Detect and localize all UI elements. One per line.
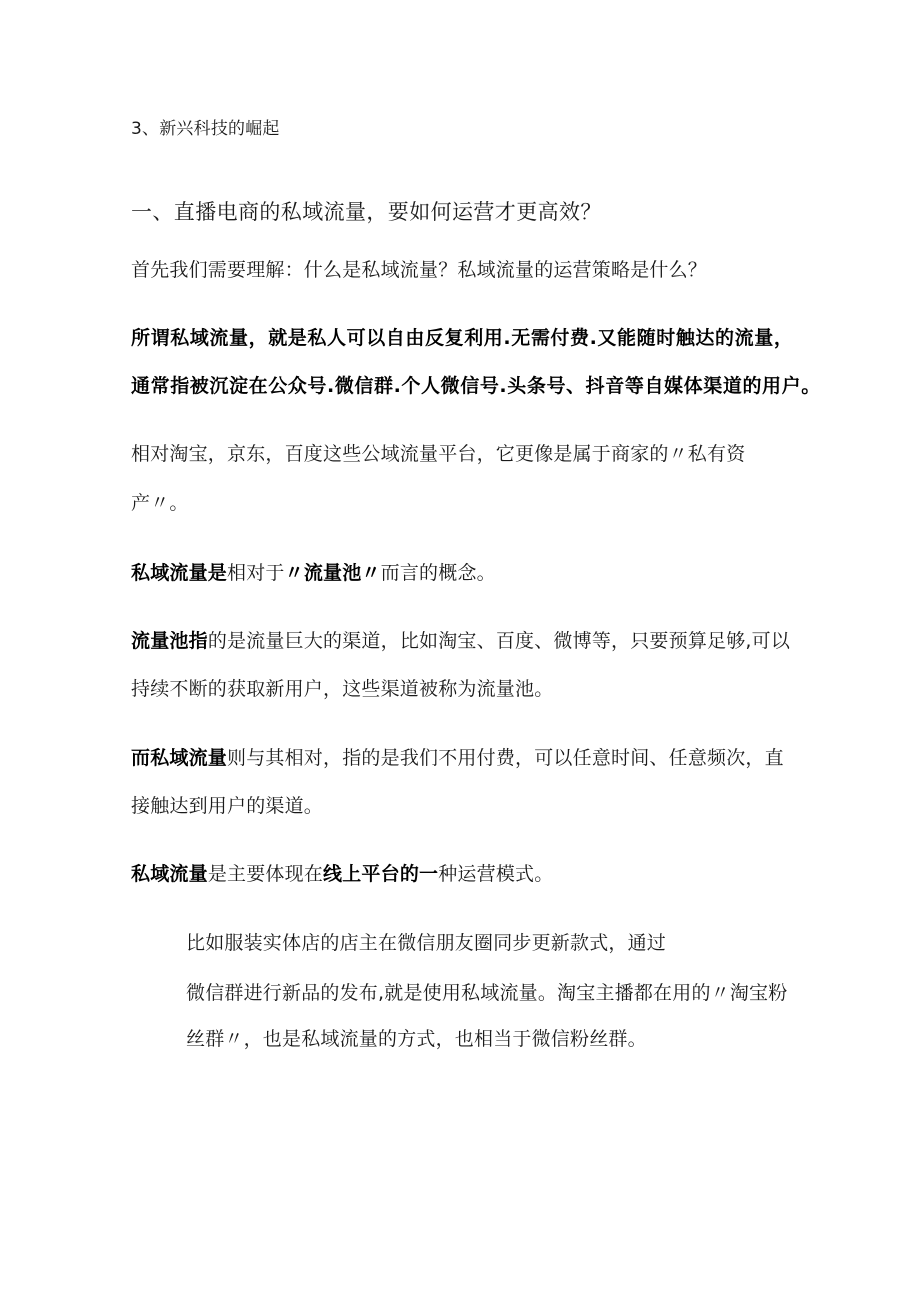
- relative-text-end: 而言的概念。: [380, 562, 496, 584]
- private-line-2: 接触达到用户的渠道。: [131, 795, 324, 817]
- relative-paragraph: [131, 560, 496, 586]
- mode-text: 是主要体现在: [207, 863, 324, 885]
- pool-bold-term: 流量池指: [131, 630, 208, 652]
- example-line-1: 比如服装实体店的店主在微信朋友圈同步更新款式，通过: [186, 932, 667, 954]
- definition-line-2: 通常指被沉淀在公众号.微信群.个人微信号.头条号、抖音等自媒体渠道的用户。: [131, 375, 821, 397]
- pool-line-2: 持续不断的获取新用户，这些渠道被称为流量池。: [131, 678, 554, 700]
- example-line-3: 丝群〃，也是私域流量的方式，也相当于微信粉丝群。: [186, 1028, 647, 1050]
- main-heading: 一、直播电商的私域流量，要如何运营才更高效？: [131, 200, 602, 224]
- mode-text-end: 种运营模式。: [438, 863, 554, 885]
- pool-line-1: [131, 628, 790, 654]
- relative-bold-pool: 〃流量池〃: [284, 562, 381, 584]
- intro-paragraph: 首先我们需要理解：什么是私域流量？私域流量的运营策略是什么？: [131, 259, 708, 281]
- mode-paragraph: [131, 861, 553, 887]
- private-bold-term: 而私域流量: [131, 747, 228, 769]
- definition-line-1: 所谓私域流量，就是私人可以自由反复利用.无需付费.又能随时触达的流量，: [131, 327, 794, 349]
- example-line-2: 微信群进行新品的发布,就是使用私域流量。淘宝主播都在用的〃淘宝粉: [186, 982, 788, 1004]
- private-line-1-text: 则与其相对，指的是我们不用付费，可以任意时间、任意频次，直: [227, 747, 784, 769]
- mode-bold-term: 私域流量: [131, 863, 208, 885]
- comparison-line-1: 相对淘宝，京东，百度这些公域流量平台，它更像是属于商家的〃私有资: [131, 443, 746, 465]
- comparison-line-2: 产〃。: [131, 492, 189, 514]
- relative-text: 相对于: [227, 562, 285, 584]
- relative-bold-term: 私域流量是: [131, 562, 228, 584]
- mode-bold-platform: 线上平台的一: [323, 863, 439, 885]
- private-line-1: [131, 745, 784, 771]
- section-title: 3、新兴科技的崛起: [131, 119, 280, 139]
- pool-line-1-text: 的是流量巨大的渠道，比如淘宝、百度、微博等，只要预算足够,可以: [207, 630, 791, 652]
